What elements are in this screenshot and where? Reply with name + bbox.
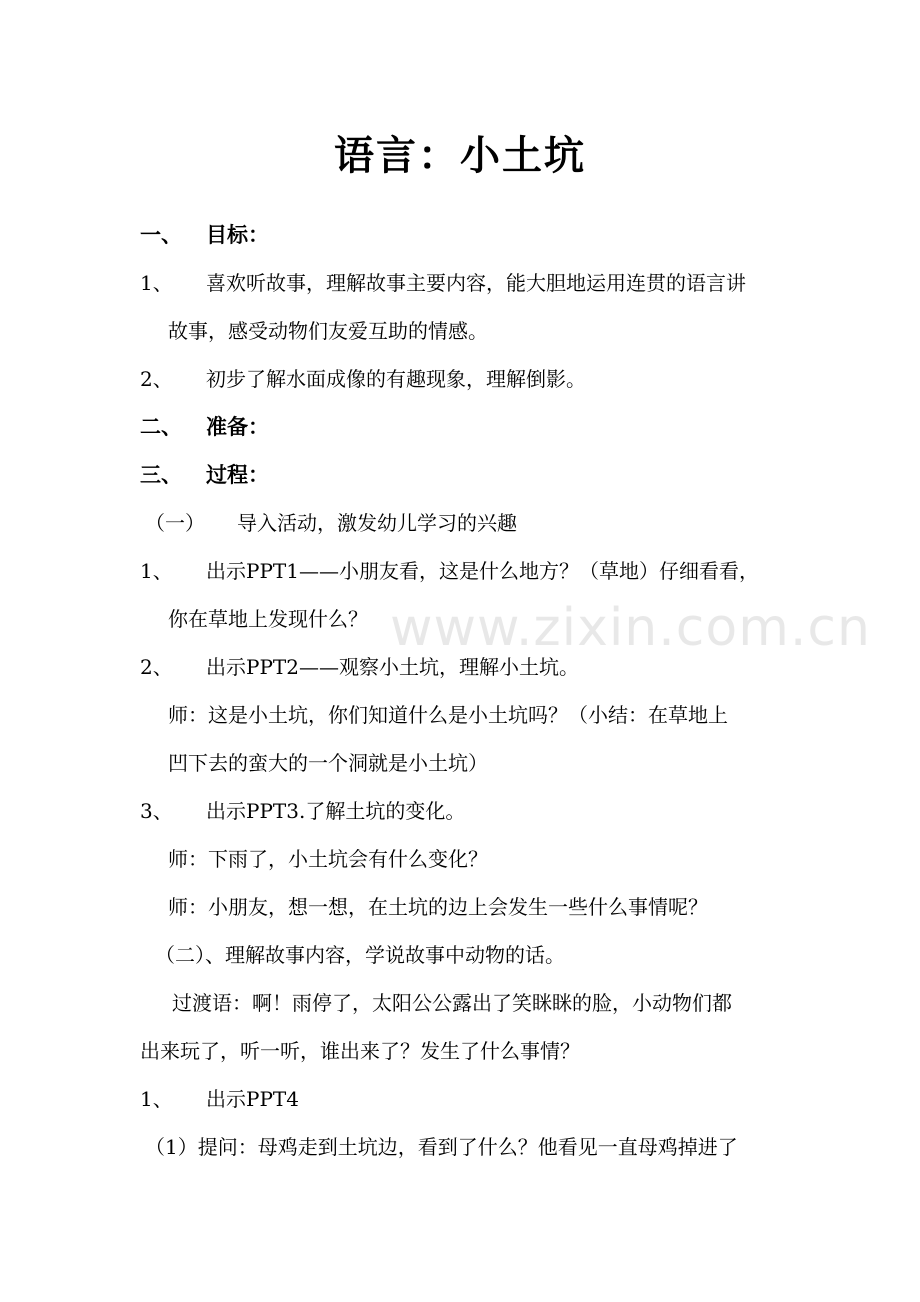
- section-label: 目标：: [206, 223, 269, 247]
- item-number: 1、: [140, 1087, 173, 1111]
- section-label: 准备：: [206, 415, 269, 439]
- section-label: 过程：: [206, 463, 269, 487]
- goal-item-2: [140, 364, 586, 394]
- section-number: 三、: [140, 463, 182, 487]
- item-text: 出示PPT4: [206, 1087, 299, 1111]
- teacher-line-1-continued: 凹下去的蛮大的一个洞就是小土坑）: [168, 751, 488, 775]
- process-item-4: [140, 1084, 299, 1114]
- item-number: 2、: [140, 367, 173, 391]
- item-number: 2、: [140, 655, 173, 679]
- watermark: www.zixin.com.cn: [390, 598, 871, 658]
- process-item-1: [140, 556, 759, 586]
- item-text: 喜欢听故事，理解故事主要内容，能大胆地运用连贯的语言讲: [206, 271, 746, 295]
- transition-line-continued: 出来玩了，听一听，谁出来了？发生了什么事情？: [140, 1039, 580, 1063]
- question-line: （1）提问：母鸡走到土坑边，看到了什么？他看见一直母鸡掉进了: [145, 1135, 738, 1159]
- subsection-number: （一）: [145, 511, 205, 535]
- item-number: 1、: [140, 271, 173, 295]
- item-text: 出示PPT2——观察小土坑，理解小土坑。: [206, 655, 579, 679]
- item-number: 3、: [140, 799, 173, 823]
- goal-item-1-continued: 故事，感受动物们友爱互助的情感。: [168, 319, 488, 343]
- teacher-line-3: 师：小朋友，想一想，在土坑的边上会发生一些什么事情呢？: [168, 895, 708, 919]
- process-item-1-continued: 你在草地上发现什么？: [168, 607, 368, 631]
- item-text: 出示PPT3.了解土坑的变化。: [206, 799, 466, 823]
- section-number: 一、: [140, 223, 182, 247]
- teacher-line-1: 师：这是小土坑，你们知道什么是小土坑吗？（小结：在草地上: [168, 703, 728, 727]
- section-heading-goals: [140, 220, 269, 250]
- transition-line: 过渡语：啊！雨停了，太阳公公露出了笑眯眯的脸，小动物们都: [172, 991, 732, 1015]
- subsection-text: 导入活动，激发幼儿学习的兴趣: [237, 511, 517, 535]
- document-title: 语言：小土坑: [334, 133, 586, 179]
- process-item-3: [140, 796, 465, 826]
- item-text: 出示PPT1——小朋友看，这是什么地方？（草地）仔细看看，: [206, 559, 759, 583]
- goal-item-1: [140, 268, 746, 298]
- subsection-2: （二）、理解故事内容，学说故事中动物的话。: [155, 943, 565, 967]
- section-heading-process: [140, 460, 269, 490]
- subsection-1: [145, 508, 517, 538]
- item-number: 1、: [140, 559, 173, 583]
- section-number: 二、: [140, 415, 182, 439]
- item-text: 初步了解水面成像的有趣现象，理解倒影。: [206, 367, 586, 391]
- teacher-line-2: 师：下雨了，小土坑会有什么变化？: [168, 847, 488, 871]
- section-heading-preparation: [140, 412, 269, 442]
